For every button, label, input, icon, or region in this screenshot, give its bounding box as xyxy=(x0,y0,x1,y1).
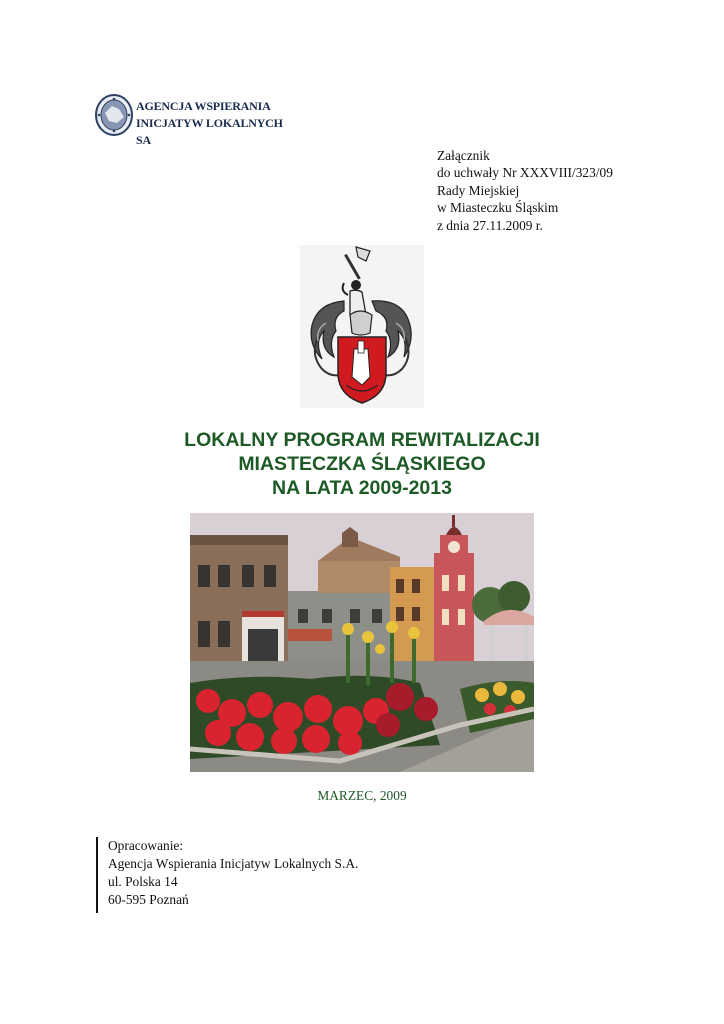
prepared-line: 60-595 Poznań xyxy=(108,892,189,907)
agency-logo-text xyxy=(136,98,285,149)
annex-line: w Miasteczku Śląskim xyxy=(437,200,559,216)
annex-line: z dnia 27.11.2009 r. xyxy=(437,217,543,233)
annex-line: Załącznik xyxy=(437,148,490,163)
prepared-line: Agencja Wspierania Inicjatyw Lokalnych S.A. xyxy=(108,856,359,871)
annex-line: Rady Miejskiej xyxy=(437,182,520,198)
prepared-line: Opracowanie: xyxy=(108,838,184,853)
logo-line-1: AGENCJA WSPIERANIA xyxy=(136,99,271,113)
title-line: NA LATA 2009-2013 xyxy=(272,477,452,499)
prepared-by-block xyxy=(96,837,358,913)
seal-icon xyxy=(95,93,133,137)
annex-line: do uchwały Nr XXXVIII/323/09 xyxy=(437,165,613,181)
annex-note xyxy=(437,147,613,234)
title-line: LOKALNY PROGRAM REWITALIZACJI xyxy=(184,429,540,451)
document-title xyxy=(0,428,724,500)
agency-logo xyxy=(95,93,285,147)
title-line: MIASTECZKA ŚLĄSKIEGO xyxy=(238,453,486,475)
document-date: MARZEC, 2009 xyxy=(317,788,407,803)
coat-of-arms-icon xyxy=(300,245,424,408)
prepared-line: ul. Polska 14 xyxy=(108,874,178,889)
town-square-photo xyxy=(190,513,534,772)
logo-line-2: INICJATYW LOKALNYCH SA xyxy=(136,116,283,147)
